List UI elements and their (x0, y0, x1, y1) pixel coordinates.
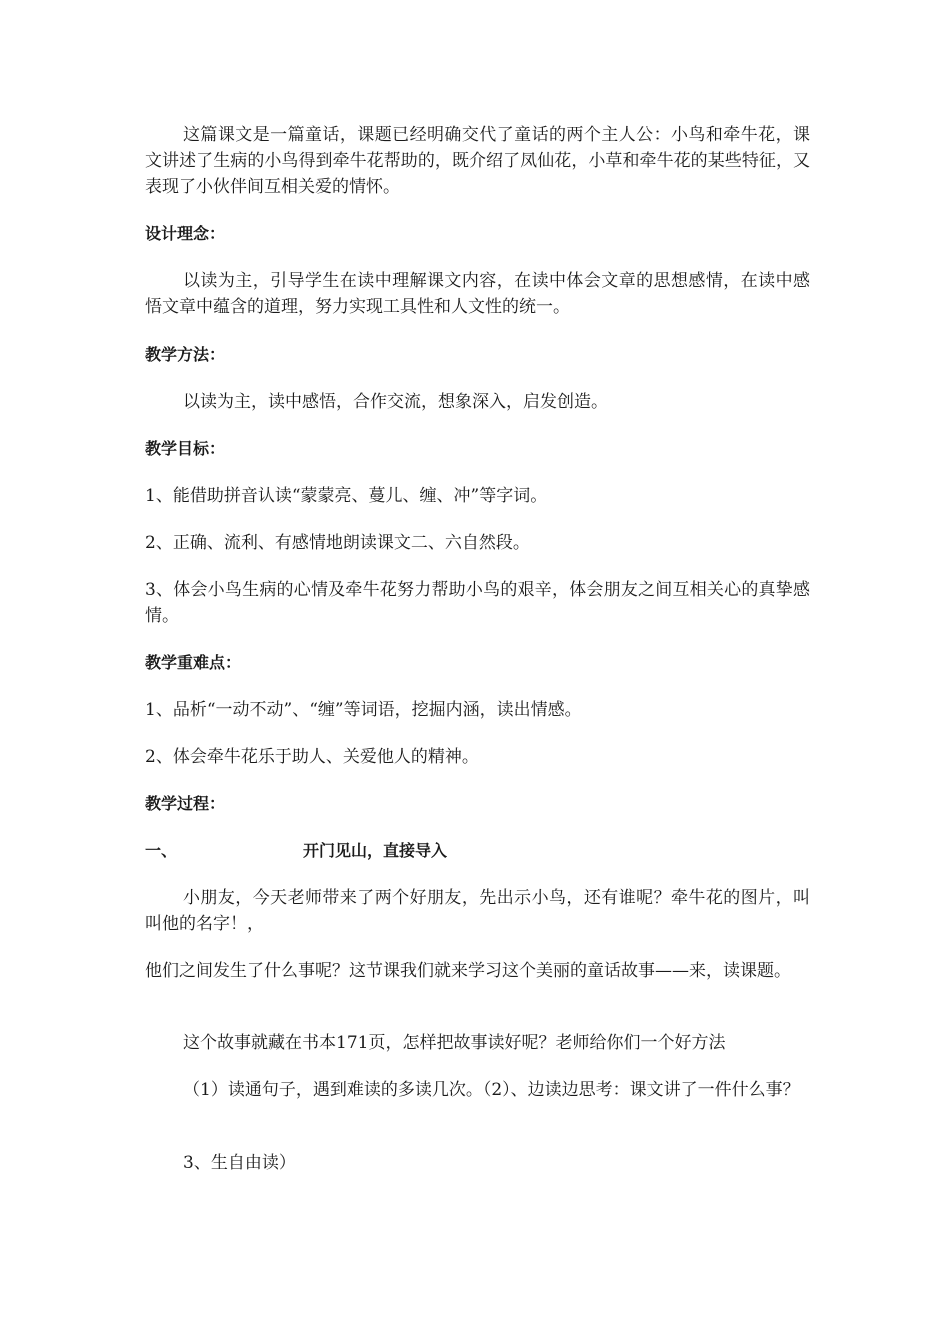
process-paragraph: 这个故事就藏在书本171页，怎样把故事读好呢？老师给你们一个好方法 (183, 1033, 726, 1053)
key-point-item: 1、品析“一动不动”、“缠”等词语，挖掘内涵，读出情感。 (145, 700, 582, 720)
section-number: 一、 (145, 841, 178, 860)
intro-paragraph: 这篇课文是一篇童话，课题已经明确交代了童话的两个主人公：小鸟和牵牛花，课文讲述了生病的小鸟得到牵牛花帮助的，既介绍了凤仙花，小草和牵牛花的某些特征，又表现了小伙伴间互相关爱的情怀。 (145, 125, 810, 197)
process-paragraph: 小朋友，今天老师带来了两个好朋友，先出示小鸟，还有谁呢？牵牛花的图片，叫叫他的名字！， (145, 888, 810, 934)
process-paragraph: （1）读通句子，遇到难读的多读几次。（2）、边读边思考：课文讲了一件什么事？ (183, 1080, 800, 1100)
key-point-item: 2、体会牵牛花乐于助人、关爱他人的精神。 (145, 747, 479, 767)
design-concept-paragraph: 以读为主，引导学生在读中理解课文内容，在读中体会文章的思想感情，在读中感悟文章中蕴含的道理，努力实现工具性和人文性的统一。 (145, 271, 810, 317)
process-paragraph: 他们之间发生了什么事呢？这节课我们就来学习这个美丽的童话故事——来，读课题。 (145, 961, 791, 981)
teaching-goal-item: 3、体会小鸟生病的心情及牵牛花努力帮助小鸟的艰辛，体会朋友之间互相关心的真挚感情。 (145, 580, 810, 626)
teaching-goals-heading: 教学目标： (145, 439, 226, 458)
section-title: 开门见山，直接导入 (303, 841, 448, 860)
teaching-goal-item: 1、能借助拼音认读“蒙蒙亮、蔓儿、缠、冲”等字词。 (145, 486, 548, 506)
teaching-method-paragraph: 以读为主，读中感悟，合作交流，想象深入，启发创造。 (183, 392, 608, 412)
teaching-process-heading: 教学过程： (145, 794, 226, 813)
key-points-heading: 教学重难点： (145, 653, 242, 672)
teaching-method-heading: 教学方法： (145, 345, 226, 364)
section-heading (0, 838, 950, 864)
teaching-goal-item: 2、正确、流利、有感情地朗读课文二、六自然段。 (145, 533, 530, 553)
process-paragraph: 3、生自由读） (183, 1153, 296, 1173)
design-concept-heading: 设计理念： (145, 224, 226, 243)
